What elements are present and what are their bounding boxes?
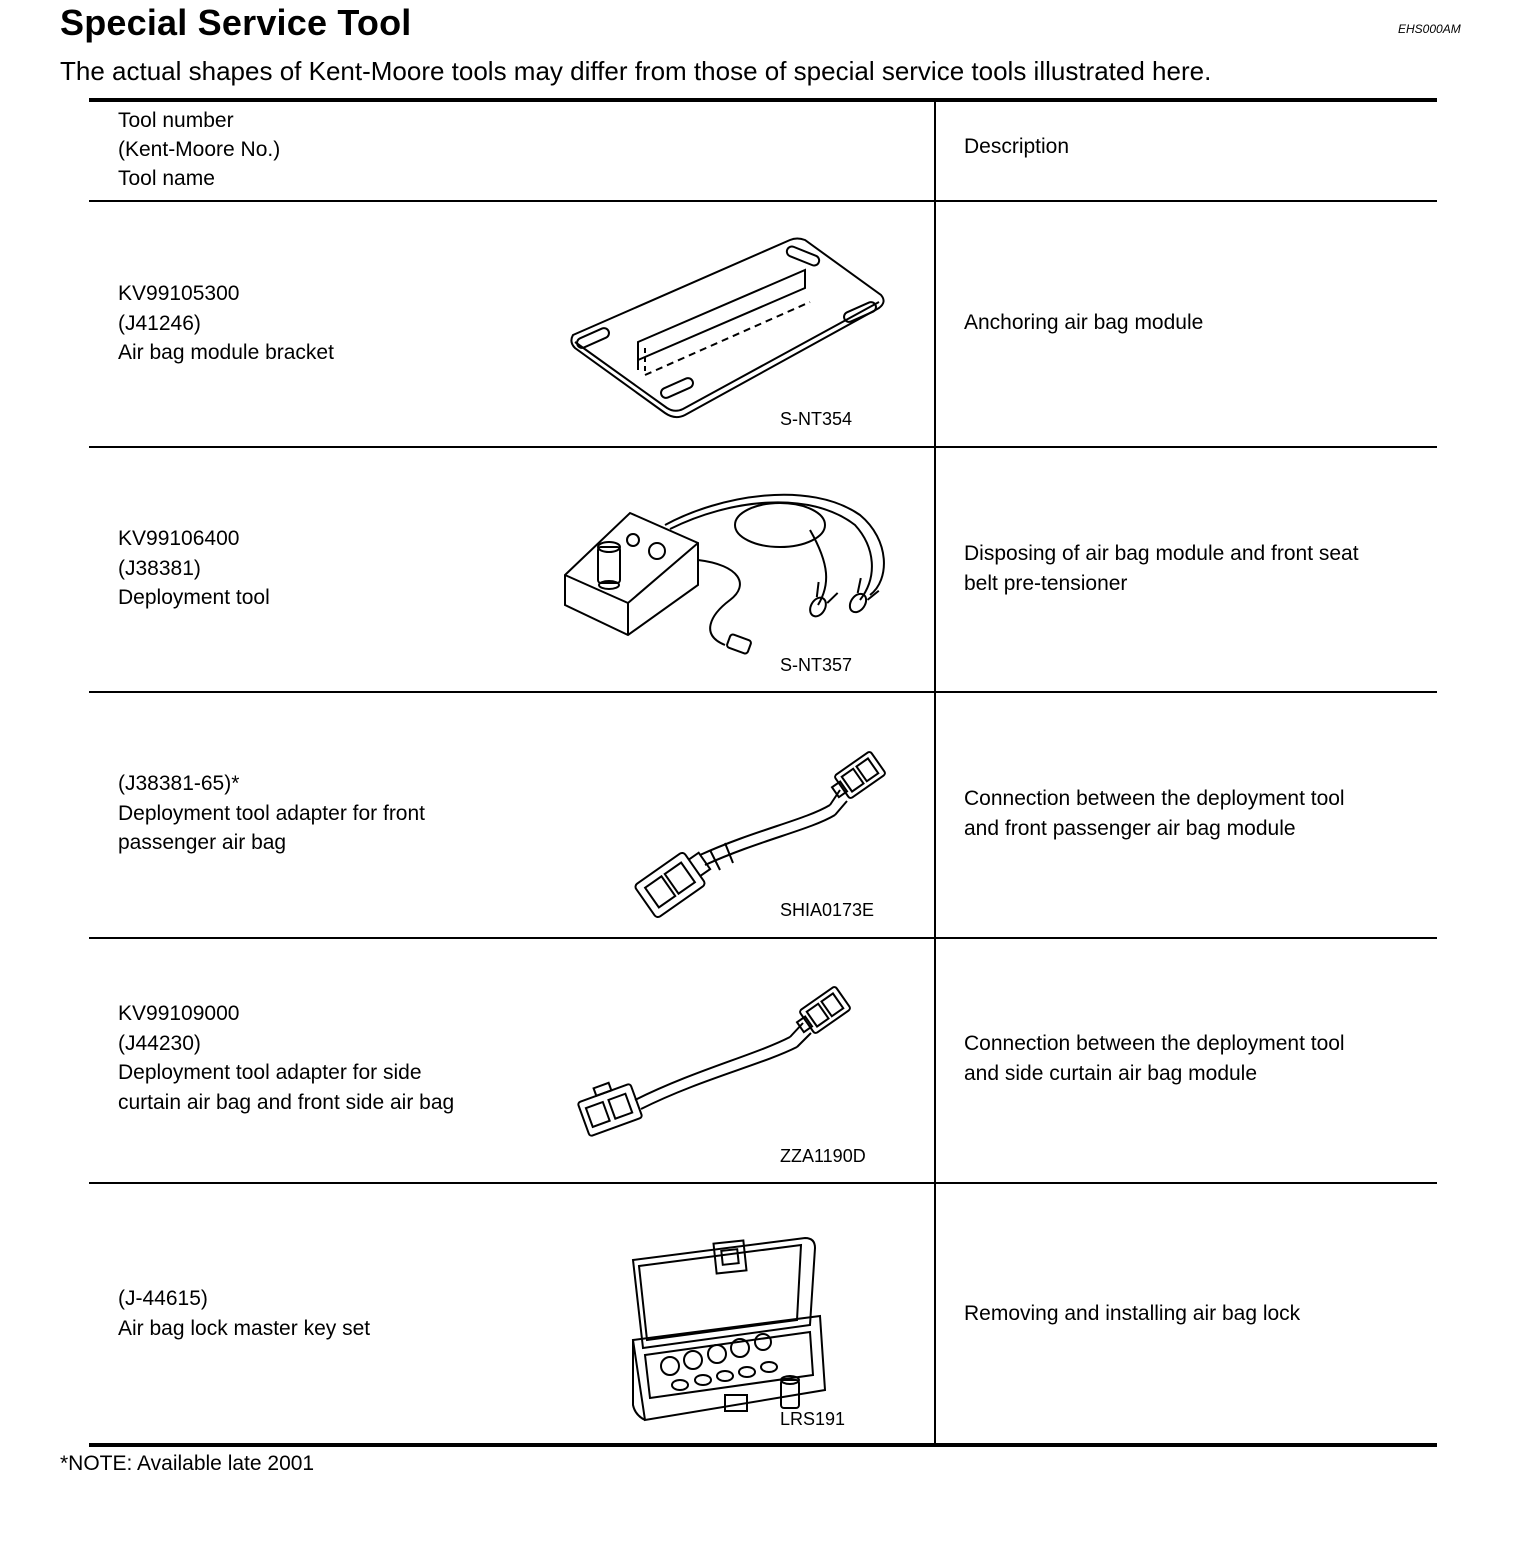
description-cell <box>964 784 1345 843</box>
description-cell <box>964 1029 1345 1088</box>
description-line: and front passenger air bag module <box>964 816 1296 840</box>
tool-cell <box>118 524 270 613</box>
row-divider <box>89 1182 1437 1184</box>
tool-cell <box>118 1284 370 1343</box>
description-line: Disposing of air bag module and front seat <box>964 542 1359 565</box>
column-header-description: Description <box>964 135 1070 158</box>
tool-line: Deployment tool adapter for front <box>118 801 426 825</box>
figure-code: LRS191 <box>780 1409 846 1429</box>
figure-code: S-NT354 <box>780 409 853 429</box>
tool-line: KV99106400 <box>118 527 240 550</box>
tool-line: Air bag module bracket <box>118 341 334 364</box>
figure-code: SHIA0173E <box>780 900 875 920</box>
tool-line: KV99109000 <box>118 1002 240 1025</box>
tool-line: passenger air bag <box>118 831 287 854</box>
row-divider <box>89 446 1437 448</box>
page-title: Special Service Tool <box>60 2 412 43</box>
tool-line: (J-44615) <box>118 1287 208 1310</box>
tool-line: Deployment tool <box>118 586 270 609</box>
row-divider <box>89 937 1437 939</box>
description-line: belt pre-tensioner <box>964 571 1128 595</box>
column-header-line: Tool name <box>118 167 215 190</box>
column-header-tool <box>118 106 280 193</box>
tool-line: KV99105300 <box>118 282 240 305</box>
description-line: Anchoring air bag module <box>964 311 1204 334</box>
tool-line: (J38381-65)* <box>118 772 240 795</box>
tool-cell <box>118 999 454 1117</box>
description-cell <box>964 1299 1300 1329</box>
header-bottom-rule <box>89 200 1437 202</box>
description-cell <box>964 539 1359 598</box>
column-divider <box>934 101 936 1445</box>
description-line: Connection between the deployment tool <box>964 1032 1345 1055</box>
tool-line: (J38381) <box>118 556 201 580</box>
tool-line: (J41246) <box>118 311 201 335</box>
figure-code: S-NT357 <box>780 655 853 675</box>
table-bottom-rule <box>89 1443 1437 1447</box>
description-line: Connection between the deployment tool <box>964 787 1345 810</box>
deployment-tool-icon <box>560 485 900 675</box>
tool-cell <box>118 279 334 368</box>
description-line: Removing and installing air bag lock <box>964 1302 1301 1325</box>
footnote: *NOTE: Available late 2001 <box>60 1452 315 1475</box>
tool-line: curtain air bag and front side air bag <box>118 1090 455 1114</box>
master-key-set-icon <box>625 1230 835 1430</box>
table-top-rule <box>89 98 1437 102</box>
column-header-line: Tool number <box>118 109 234 132</box>
document-code: EHS000AM <box>1398 22 1461 36</box>
side-adapter-harness-icon <box>575 975 865 1145</box>
description-cell <box>964 308 1203 338</box>
tool-cell <box>118 769 425 858</box>
figure-code: ZZA1190D <box>780 1146 866 1166</box>
tool-line: Air bag lock master key set <box>118 1316 371 1340</box>
air-bag-module-bracket-icon <box>565 230 895 425</box>
column-header-line: (Kent-Moore No.) <box>118 138 281 161</box>
tool-line: Deployment tool adapter for side <box>118 1061 422 1084</box>
tool-line: (J44230) <box>118 1031 201 1055</box>
intro-text: The actual shapes of Kent-Moore tools may differ from those of special service tools illustrated here. <box>60 56 1212 86</box>
row-divider <box>89 691 1437 693</box>
description-line: and side curtain air bag module <box>964 1061 1258 1085</box>
